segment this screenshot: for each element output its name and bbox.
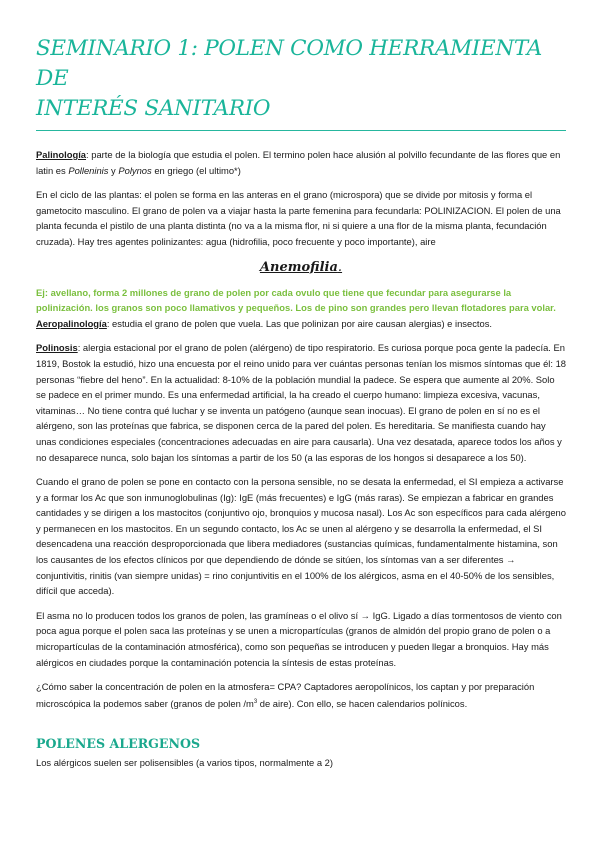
palinologia-term: Palinología	[36, 149, 87, 160]
latin-word-1: Polleninis	[68, 164, 109, 176]
document-title	[36, 34, 566, 124]
polinosis-paragraph	[36, 340, 566, 465]
anemofilia-heading	[36, 260, 566, 275]
ciclo-paragraph: En el ciclo de las plantas: el polen se forma en las anteras en el grano (microspora) que se divide por mitosis y forma el gametocito masculino. El grano de polen va a viajar hasta la parte femenina para fecundarla: POLINIZACION. El polen de una planta fecunda el pistilo de una planta distinta (no va a la misma flor, ni si quiere a una flor de la misma planta, fecundación cruzada). Hay tres agentes polinizantes: agua (hidrofilia, poco frecuente y poco importante), aire	[36, 189, 561, 247]
palinologia-paragraph	[36, 147, 566, 178]
cpa-superscript: 3	[253, 698, 258, 705]
ejemplo-green-text: Ej: avellano, forma 2 millones de grano de polen por cada ovulo que tiene que fecundar para asegurarse la polinización. los granos son poco llamativos y pequeños. Los de pino son grandes pero llevan flotadores para volar.	[36, 286, 556, 314]
anemofilia-tail: .	[337, 259, 343, 275]
polinosis-term: Polinosis	[36, 342, 78, 354]
polinosis-text: : alergia estacional por el grano de polen (alérgeno) de tipo respiratorio. Es curiosa porque poca gente la padecía. En 1819, Bostok la estudió, hizo una encuesta por el reino unido para ver cuántas personas tenían los mismos síntomas que él: 18 personas “fiebre del heno”. En la actualidad: 8-10% de la población mundial la padece. Se espera que aumente al 20%. Solo se padece en el primer mundo. Es una enfermedad artificial, la ha creado el cuerpo humano: limpieza excesiva, vacunas, vitaminas… No tiene contra qué luchar y se inventa un patógeno (aunque sean inocuas). El grano de polen en sí no es el alérgeno, son las proteínas que fabrica, se disponen cerca de la pared del polen. Es hereditaria. Se manifiesta cuando hay unas condiciones especiales (concentraciones adecuadas en aire para causarla). Una vez desatada, aparece todos los años y no desaparece nunca, solo bajan los síntomas a partir de los 50 (a las esporas de los hongos si desaparece a los 50).	[36, 342, 567, 463]
section-heading: POLENES ALERGENOS	[36, 735, 201, 751]
aeropalinologia-term: Aeropalinología	[36, 317, 107, 329]
aeropalinologia-text: : estudia el grano de polen que vuela. Las que polinizan por aire causan alergias) e insectos.	[106, 317, 492, 329]
document-page	[36, 34, 566, 770]
latin-word-2: Polynos	[118, 164, 152, 176]
palinologia-text: : parte de la biología que estudia el polen. El termino polen hace alusión al polvillo fecundante de las flores que en latin es	[36, 149, 561, 176]
anemofilia-label: Anemofilia	[259, 259, 338, 275]
asma-paragraph: El asma no lo producen todos los granos de polen, las gramíneas o el olivo sí → IgG. Ligado a días tormentosos de viento con poca agua porque el polen saca las proteínas y se unen a micropartículas (granos de almidón del propio grano de polen o a micropartículas de la contaminación atmosférica), como son pequeñas se introducen y pueden llegar a bronquios. Hay más alérgicos en ciudades porque la contaminación potencia la síntesis de estas proteínas.	[36, 609, 562, 668]
conjunction: y	[108, 164, 119, 176]
ejemplo-paragraph	[36, 285, 566, 332]
title-line-2: INTERÉS SANITARIO	[36, 96, 271, 121]
alergicos-paragraph: Los alérgicos suelen ser polisensibles (a varios tipos, normalmente a 2)	[36, 756, 334, 768]
contacto-paragraph: Cuando el grano de polen se pone en contacto con la persona sensible, no se desata la enfermedad, el SI empieza a activarse y a formar los Ac que son inmunoglobulinas (Ig): IgE (más frecuentes) e IgG (más raras). Se empiezan a fabricar en grandes cantidades y se dirigen a los mastocitos (conjuntivo ojo, bronquios y mucosa nasal). Los Ac son específicos para cada alérgeno y permanecen en los mastocitos. En un segundo contacto, los Ac se unen al alérgeno y se desarrolla la enfermedad, el SI desencadena una reacción desproporcionada que libera mediadores (sustancias químicas, fundamentalmente histamina, son los causantes de los efectos clínicos por que dependiendo de dónde se sitúen, los síntomas van a ser diferentes → conjuntivitis, rinitis (van siempre unidas) = rino conjuntivitis en el 100% de los alérgicos, asma en el 40-50% de los sensibles, difícil que acceda).	[36, 476, 566, 597]
cpa-text: ¿Cómo saber la concentración de polen en la atmosfera= CPA? Captadores aeropolínicos, los captan y por preparación microscópica la podemos saber (granos de polen /m	[36, 681, 535, 709]
title-line-1: SEMINARIO 1: POLEN COMO HERRAMIENTA DE	[36, 36, 542, 91]
cpa-paragraph	[36, 679, 566, 711]
palinologia-text-end: en griego (el ultimo*)	[151, 164, 241, 176]
cpa-text-end: de aire). Con ello, se hacen calendarios polínicos.	[257, 697, 468, 709]
